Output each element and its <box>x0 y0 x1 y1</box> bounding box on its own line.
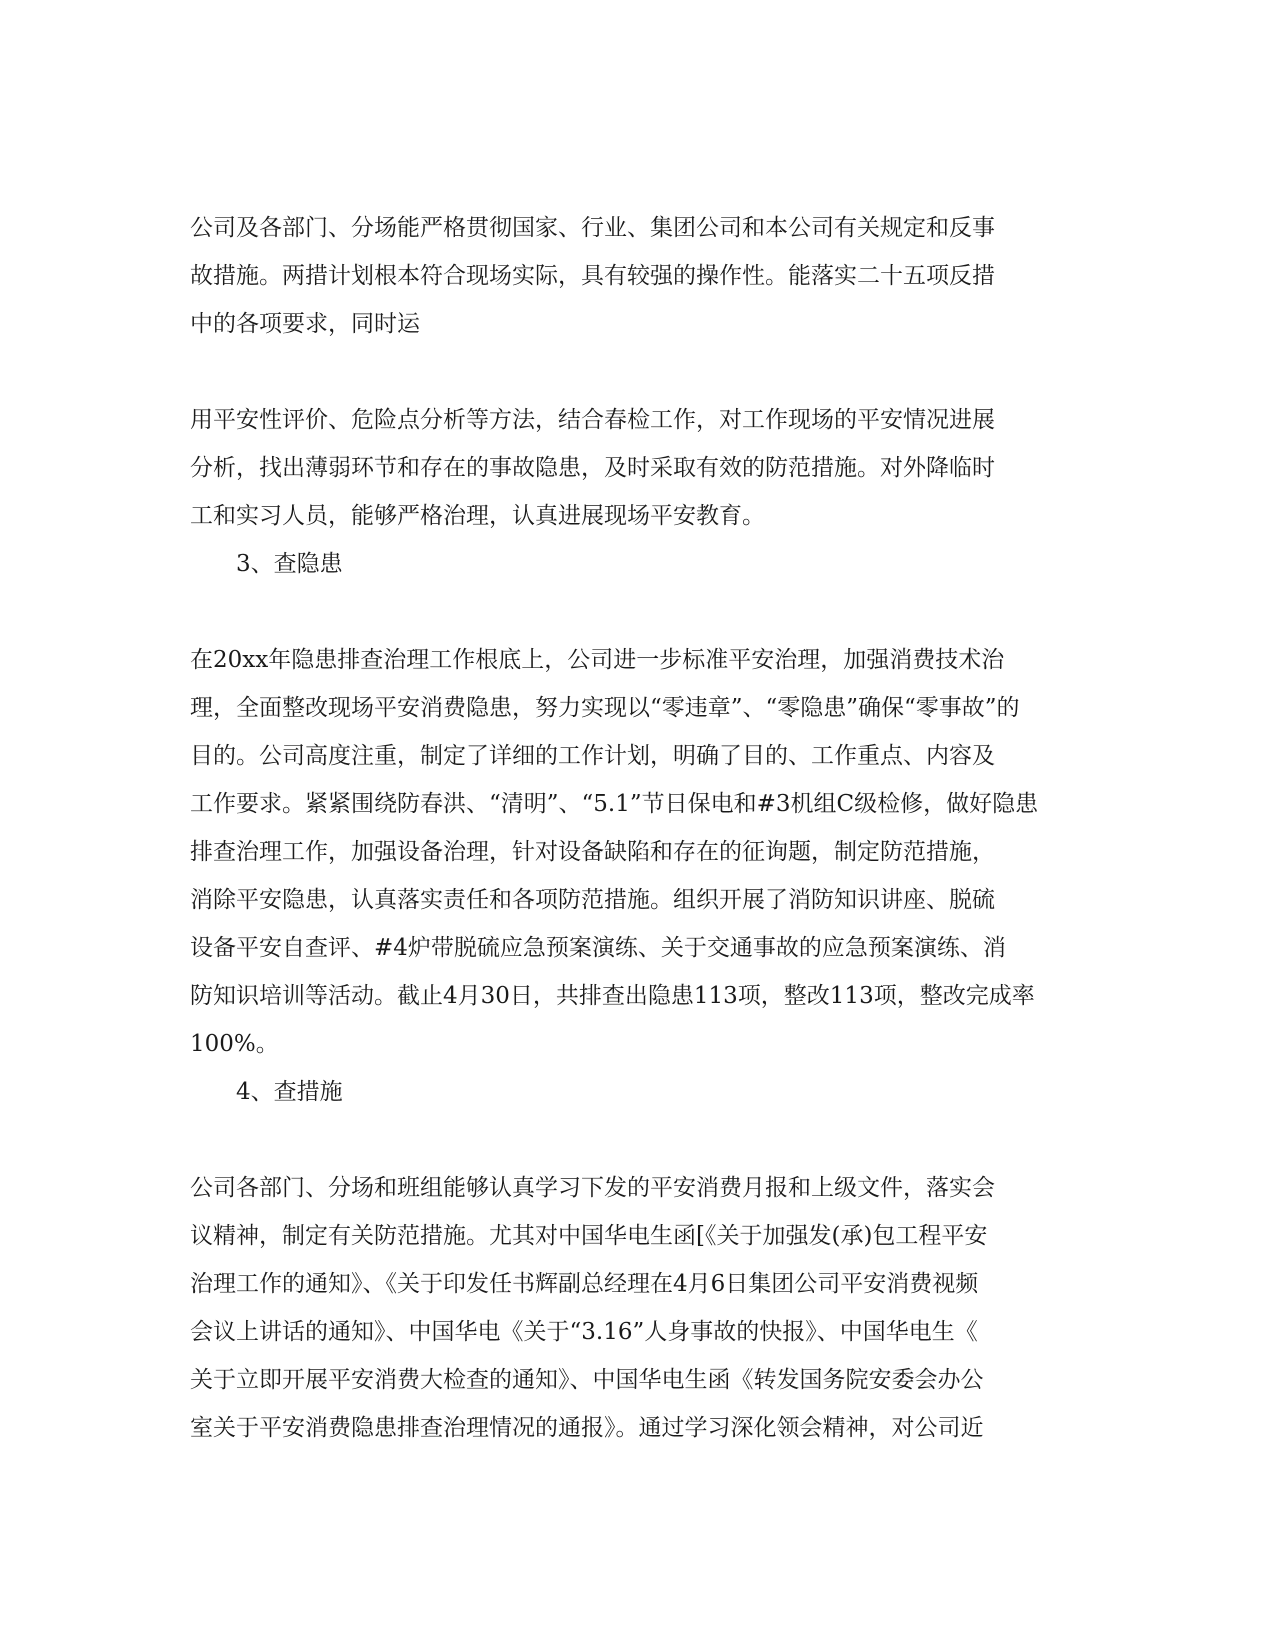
text-line: 防知识培训等活动。截止4月30日，共排查出隐患113项，整改113项，整改完成率 <box>190 983 1035 1009</box>
document-body <box>190 204 1082 1452</box>
text-line: 分析，找出薄弱环节和存在的事故隐患，及时采取有效的防范措施。对外降临时 <box>190 455 995 481</box>
text-line: 故措施。两措计划根本符合现场实际，具有较强的操作性。能落实二十五项反措 <box>190 263 995 289</box>
section-heading-hazards: 3、查隐患 <box>236 551 343 577</box>
text-line: 排查治理工作，加强设备治理，针对设备缺陷和存在的征询题，制定防范措施， <box>190 839 995 865</box>
text-line: 公司各部门、分场和班组能够认真学习下发的平安消费月报和上级文件，落实会 <box>190 1175 995 1201</box>
text-line: 中的各项要求，同时运 <box>190 311 420 337</box>
paragraph-documents <box>190 1164 1082 1452</box>
section-heading-measures: 4、查措施 <box>236 1079 343 1105</box>
text-line: 工作要求。紧紧围绕防春洪、“清明”、“5.1”节日保电和#3机组C级检修，做好隐患 <box>190 791 1039 817</box>
text-line: 议精神，制定有关防范措施。尤其对中国华电生函[《关于加强发(承)包工程平安 <box>190 1223 988 1249</box>
text-line: 治理工作的通知》、《关于印发任书辉副总经理在4月6日集团公司平安消费视频 <box>190 1271 979 1297</box>
text-line: 目的。公司高度注重，制定了详细的工作计划，明确了目的、工作重点、内容及 <box>190 743 995 769</box>
text-line: 工和实习人员，能够严格治理，认真进展现场平安教育。 <box>190 503 765 529</box>
paragraph-hazards <box>190 636 1082 1068</box>
text-line: 100%。 <box>190 1031 279 1057</box>
paragraph-gap <box>190 1116 1082 1164</box>
text-line: 会议上讲话的通知》、中国华电《关于“3.16”人身事故的快报》、中国华电生《 <box>190 1319 978 1345</box>
text-line: 室关于平安消费隐患排查治理情况的通报》。通过学习深化领会精神，对公司近 <box>190 1415 984 1441</box>
paragraph-gap <box>190 588 1082 636</box>
text-line: 公司及各部门、分场能严格贯彻国家、行业、集团公司和本公司有关规定和反事 <box>190 215 995 241</box>
text-line: 消除平安隐患，认真落实责任和各项防范措施。组织开展了消防知识讲座、脱硫 <box>190 887 995 913</box>
text-line: 理，全面整改现场平安消费隐患，努力实现以“零违章”、“零隐患”确保“零事故”的 <box>190 695 1020 721</box>
text-line: 在20xx年隐患排查治理工作根底上，公司进一步标准平安治理，加强消费技术治 <box>190 647 1005 673</box>
text-line: 设备平安自查评、#4炉带脱硫应急预案演练、关于交通事故的应急预案演练、消 <box>190 935 1006 961</box>
text-line: 用平安性评价、危险点分析等方法，结合春检工作，对工作现场的平安情况进展 <box>190 407 995 433</box>
paragraph-measures <box>190 204 1082 348</box>
paragraph-gap <box>190 348 1082 396</box>
text-line: 关于立即开展平安消费大检查的通知》、中国华电生函《转发国务院安委会办公 <box>190 1367 984 1393</box>
paragraph-evaluation <box>190 396 1082 540</box>
